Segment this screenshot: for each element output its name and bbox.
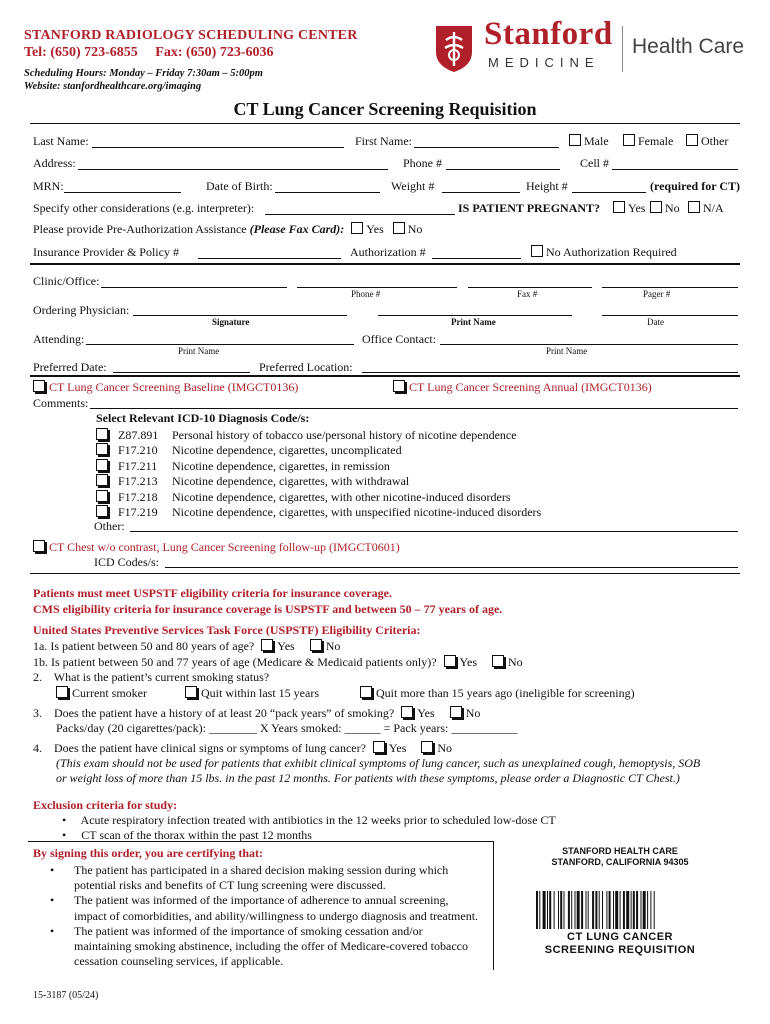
shc-name: STANFORD HEALTH CARE bbox=[562, 846, 678, 856]
certify-item-line: The patient was informed of the importance of adherence to annual screening, bbox=[74, 893, 449, 908]
baseline-checkbox[interactable] bbox=[33, 380, 45, 392]
first-name-label: First Name: bbox=[355, 134, 412, 148]
certify-item-line: maintaining smoking abstinence, including the offer of Medicare-covered tobacco bbox=[74, 939, 468, 953]
exclusion-heading: Exclusion criteria for study: bbox=[33, 798, 178, 812]
no-auth-option[interactable]: No Authorization Required bbox=[531, 245, 677, 260]
q4-yes-checkbox[interactable] bbox=[373, 741, 385, 753]
weight-field[interactable] bbox=[442, 192, 520, 193]
certify-item-line: potential risks and benefits of CT lung screening were discussed. bbox=[74, 878, 386, 893]
address-field[interactable] bbox=[78, 169, 388, 170]
pregnant-yes-option[interactable]: Yes bbox=[613, 201, 645, 216]
icd-code-option[interactable] bbox=[96, 474, 409, 489]
eligibility-heading: United States Preventive Services Task Force (USPSTF) Eligibility Criteria: bbox=[33, 623, 421, 637]
barcode-icon bbox=[536, 891, 704, 929]
icd-code-checkbox[interactable] bbox=[96, 459, 108, 471]
icd-code-option[interactable] bbox=[96, 459, 390, 474]
attending-label: Attending: bbox=[33, 332, 85, 346]
pack-years-line[interactable]: Packs/day (20 cigarettes/pack): ________ X Years smoked: ______ = Pack years: ___________ bbox=[56, 721, 518, 735]
icd-code: F17.210 bbox=[118, 443, 158, 458]
annual-order-option[interactable]: CT Lung Cancer Screening Annual (IMGCT0136) bbox=[393, 380, 652, 395]
logo-divider bbox=[622, 26, 623, 72]
logo-health-care-text: Health Care bbox=[632, 35, 745, 58]
phone-sublabel: Phone # bbox=[351, 289, 381, 299]
dob-field[interactable] bbox=[275, 192, 380, 193]
icd-other-field[interactable] bbox=[130, 531, 738, 532]
insurance-field[interactable] bbox=[198, 258, 341, 259]
preauth-yes-checkbox[interactable] bbox=[351, 222, 363, 234]
exclusion-item: • Acute respiratory infection treated with antibiotics in the 12 weeks prior to scheduled low-dose CT bbox=[62, 813, 556, 827]
pregnant-no-checkbox[interactable] bbox=[650, 201, 662, 213]
current-smoker-option[interactable]: Current smoker bbox=[56, 686, 147, 701]
icd-other-label: Other: bbox=[94, 519, 125, 533]
sex-other-option[interactable]: Other bbox=[686, 134, 728, 149]
attending-print-name-sublabel: Print Name bbox=[178, 346, 220, 356]
stanford-medicine-logo bbox=[432, 16, 752, 74]
cms-note: CMS eligibility criteria for insurance coverage is USPSTF and between 50 – 77 years of age. bbox=[33, 602, 503, 616]
sex-male-option[interactable]: Male bbox=[569, 134, 609, 149]
q1a-yes-checkbox[interactable] bbox=[261, 639, 273, 651]
address-label: Address: bbox=[33, 156, 76, 170]
quit15-checkbox[interactable] bbox=[185, 686, 197, 698]
q3-yes-checkbox[interactable] bbox=[401, 706, 413, 718]
height-field[interactable] bbox=[572, 192, 646, 193]
stanford-seal-icon bbox=[432, 22, 476, 74]
icd-heading: Select Relevant ICD-10 Diagnosis Code/s: bbox=[96, 411, 310, 425]
icd-code-option[interactable] bbox=[96, 505, 541, 520]
icd-code: F17.211 bbox=[118, 458, 158, 473]
preauth-no-checkbox[interactable] bbox=[393, 222, 405, 234]
logo-medicine-text: MEDICINE bbox=[488, 55, 600, 70]
no-auth-checkbox[interactable] bbox=[531, 245, 543, 257]
icd-code-desc: Nicotine dependence, cigarettes, with unspecified nicotine-induced disorders bbox=[172, 505, 542, 519]
icd-code-option[interactable] bbox=[96, 443, 402, 458]
baseline-order-option[interactable]: CT Lung Cancer Screening Baseline (IMGCT0136) bbox=[33, 380, 298, 395]
certify-heading: By signing this order, you are certifying that: bbox=[33, 846, 263, 860]
attending-field[interactable] bbox=[86, 344, 354, 345]
followup-order-option[interactable]: CT Chest w/o contrast, Lung Cancer Screening follow-up (IMGCT0601) bbox=[33, 540, 400, 555]
icd-code-checkbox[interactable] bbox=[96, 428, 108, 440]
certify-item-line: The patient was informed of the importance of smoking cessation and/or bbox=[74, 923, 423, 938]
certify-item-line: impact of comorbidities, and ability/willingness to undergo diagnosis and treatment. bbox=[74, 908, 479, 923]
annual-checkbox[interactable] bbox=[393, 380, 405, 392]
uspstf-note: Patients must meet USPSTF eligibility criteria for insurance coverage. bbox=[33, 586, 392, 600]
q4: 4. Does the patient have clinical signs or symptoms of lung cancer? Yes No bbox=[33, 741, 453, 755]
icd-code: Z87.891 bbox=[118, 428, 159, 442]
clinic-label: Clinic/Office: bbox=[33, 274, 100, 288]
clinic-field[interactable] bbox=[101, 287, 287, 288]
icd-codes-label: ICD Codes/s: bbox=[94, 555, 160, 569]
section-rule-3 bbox=[30, 573, 740, 574]
comments-field[interactable] bbox=[90, 408, 738, 409]
cell-field[interactable] bbox=[612, 169, 738, 170]
scheduling-hours: Scheduling Hours: Monday – Friday 7:30am – 5:00pm bbox=[24, 68, 263, 79]
date-sublabel: Date bbox=[647, 317, 664, 327]
icd-code-option[interactable] bbox=[96, 428, 517, 443]
pager-sublabel: Pager # bbox=[643, 289, 671, 299]
icd-code-checkbox[interactable] bbox=[96, 490, 108, 502]
preferred-location-field[interactable] bbox=[362, 372, 738, 373]
icd-code: F17.213 bbox=[118, 474, 158, 489]
quitmore-option[interactable]: Quit more than 15 years ago (ineligible for screening) bbox=[360, 686, 635, 701]
female-checkbox[interactable] bbox=[623, 134, 635, 146]
icd-code-desc: Nicotine dependence, cigarettes, with withdrawal bbox=[172, 474, 410, 489]
quit15-option[interactable]: Quit within last 15 years bbox=[185, 686, 319, 701]
center-name: STANFORD RADIOLOGY SCHEDULING CENTER bbox=[24, 28, 358, 43]
current-smoker-checkbox[interactable] bbox=[56, 686, 68, 698]
quitmore-checkbox[interactable] bbox=[360, 686, 372, 698]
ordering-print-name-field[interactable] bbox=[378, 315, 572, 316]
bullet: • bbox=[50, 923, 55, 938]
ordering-signature-field[interactable] bbox=[133, 315, 347, 316]
ordering-physician-label: Ordering Physician: bbox=[33, 303, 130, 317]
phone-field[interactable] bbox=[446, 169, 560, 170]
ordering-date-field[interactable] bbox=[602, 315, 738, 316]
authorization-field[interactable] bbox=[432, 258, 521, 259]
dob-label: Date of Birth: bbox=[206, 179, 273, 193]
icd-code: F17.219 bbox=[118, 505, 158, 519]
pregnant-label: IS PATIENT PREGNANT? bbox=[458, 201, 601, 215]
other-considerations-label: Specify other considerations (e.g. interpreter): bbox=[33, 201, 255, 215]
print-name-sublabel: Print Name bbox=[451, 317, 496, 327]
q4-no-checkbox[interactable] bbox=[421, 741, 433, 753]
form-title-footer-1: CT LUNG CANCER bbox=[567, 931, 673, 943]
clinic-pager-field[interactable] bbox=[602, 287, 738, 288]
pregnant-yes-checkbox[interactable] bbox=[613, 201, 625, 213]
first-name-field[interactable] bbox=[414, 147, 559, 148]
fax-sublabel: Fax # bbox=[517, 289, 538, 299]
height-label: Height # bbox=[526, 179, 568, 193]
preauth-line: Please provide Pre-Authorization Assistance (Please Fax Card): Yes No bbox=[33, 222, 423, 236]
pregnant-na-checkbox[interactable] bbox=[688, 201, 700, 213]
section-rule-2 bbox=[30, 375, 740, 377]
preferred-date-label: Preferred Date: bbox=[33, 360, 107, 374]
other-checkbox[interactable] bbox=[686, 134, 698, 146]
icd-codes-field[interactable] bbox=[165, 567, 738, 568]
insurance-label: Insurance Provider & Policy # bbox=[33, 245, 179, 259]
q1b-yes-checkbox[interactable] bbox=[444, 655, 456, 667]
form-title-footer-2: SCREENING REQUISITION bbox=[544, 944, 696, 956]
shc-city: STANFORD, CALIFORNIA 94305 bbox=[551, 857, 689, 867]
q1b: 1b. Is patient between 50 and 77 years of age (Medicare & Medicaid patients only)? Yes No bbox=[33, 655, 523, 669]
certify-item-line: The patient has participated in a shared decision making session during which bbox=[74, 863, 449, 877]
q4-note-line1: (This exam should not be used for patients that exhibit clinical symptoms of lung cancer, such as unexplained cough, hemoptysis, SOB bbox=[56, 756, 701, 770]
fax-card-note: (Please Fax Card): bbox=[249, 222, 345, 236]
mrn-label: MRN: bbox=[33, 179, 64, 193]
male-checkbox[interactable] bbox=[569, 134, 581, 146]
signature-sublabel: Signature bbox=[212, 317, 250, 327]
last-name-field[interactable] bbox=[92, 147, 344, 148]
last-name-label: Last Name: bbox=[33, 134, 89, 148]
exclusion-item: • CT scan of the thorax within the past 12 months bbox=[62, 828, 312, 842]
contact-numbers: Tel: (650) 723-6855 Fax: (650) 723-6036 bbox=[24, 45, 274, 60]
weight-label: Weight # bbox=[391, 179, 435, 193]
icd-code-desc: Nicotine dependence, cigarettes, uncomplicated bbox=[172, 443, 402, 458]
icd-code-checkbox[interactable] bbox=[96, 505, 108, 517]
pregnant-na-option[interactable]: N/A bbox=[688, 201, 724, 216]
authorization-label: Authorization # bbox=[350, 245, 426, 259]
form-title: CT Lung Cancer Screening Requisition bbox=[233, 99, 537, 119]
icd-code-desc: Personal history of tobacco use/personal history of nicotine dependence bbox=[172, 428, 517, 442]
icd-code: F17.218 bbox=[118, 489, 158, 504]
clinic-fax-field[interactable] bbox=[468, 287, 592, 288]
icd-code-checkbox[interactable] bbox=[96, 443, 108, 455]
icd-code-desc: Nicotine dependence, cigarettes, in remission bbox=[172, 458, 390, 473]
icd-code-desc: Nicotine dependence, cigarettes, with other nicotine-induced disorders bbox=[172, 489, 511, 504]
title-rule bbox=[30, 123, 740, 124]
other-considerations-field[interactable] bbox=[265, 214, 455, 215]
pregnant-no-option[interactable]: No bbox=[650, 201, 680, 216]
office-contact-field[interactable] bbox=[440, 344, 738, 345]
icd-code-option[interactable] bbox=[96, 490, 511, 505]
followup-checkbox[interactable] bbox=[33, 540, 45, 552]
q2: 2. What is the patient’s current smoking status? bbox=[33, 670, 270, 684]
q3: 3. Does the patient have a history of at least 20 “pack years” of smoking? Yes No bbox=[33, 706, 481, 720]
q4-note-line2: or weight loss of more than 15 lbs. in the past 12 months. For patients with these symptoms, please order a Diagnostic CT Chest.) bbox=[56, 771, 680, 785]
mrn-field[interactable] bbox=[64, 192, 181, 193]
clinic-phone-field[interactable] bbox=[297, 287, 457, 288]
sex-female-option[interactable]: Female bbox=[623, 134, 673, 149]
contact-print-name-sublabel: Print Name bbox=[546, 346, 588, 356]
office-contact-label: Office Contact: bbox=[362, 332, 437, 346]
bullet: • bbox=[50, 893, 55, 908]
icd-code-checkbox[interactable] bbox=[96, 474, 108, 486]
required-for-ct-note: (required for CT) bbox=[650, 179, 740, 193]
comments-label: Comments: bbox=[33, 396, 89, 410]
bullet: • bbox=[50, 863, 55, 877]
q1b-no-checkbox[interactable] bbox=[492, 655, 504, 667]
preferred-location-label: Preferred Location: bbox=[259, 360, 353, 374]
q1a: 1a. Is patient between 50 and 80 years of age? Yes No bbox=[33, 639, 341, 653]
website: Website: stanfordhealthcare.org/imaging bbox=[24, 81, 202, 92]
section-rule bbox=[30, 263, 740, 265]
certify-item-line: cessation counseling services, if applicable. bbox=[74, 954, 284, 969]
cell-label: Cell # bbox=[580, 156, 609, 170]
phone-label: Phone # bbox=[403, 156, 442, 170]
q3-no-checkbox[interactable] bbox=[450, 706, 462, 718]
form-number: 15-3187 (05/24) bbox=[33, 990, 99, 1001]
logo-stanford-text: Stanford bbox=[484, 16, 613, 52]
preferred-date-field[interactable] bbox=[113, 372, 250, 373]
q1a-no-checkbox[interactable] bbox=[310, 639, 322, 651]
